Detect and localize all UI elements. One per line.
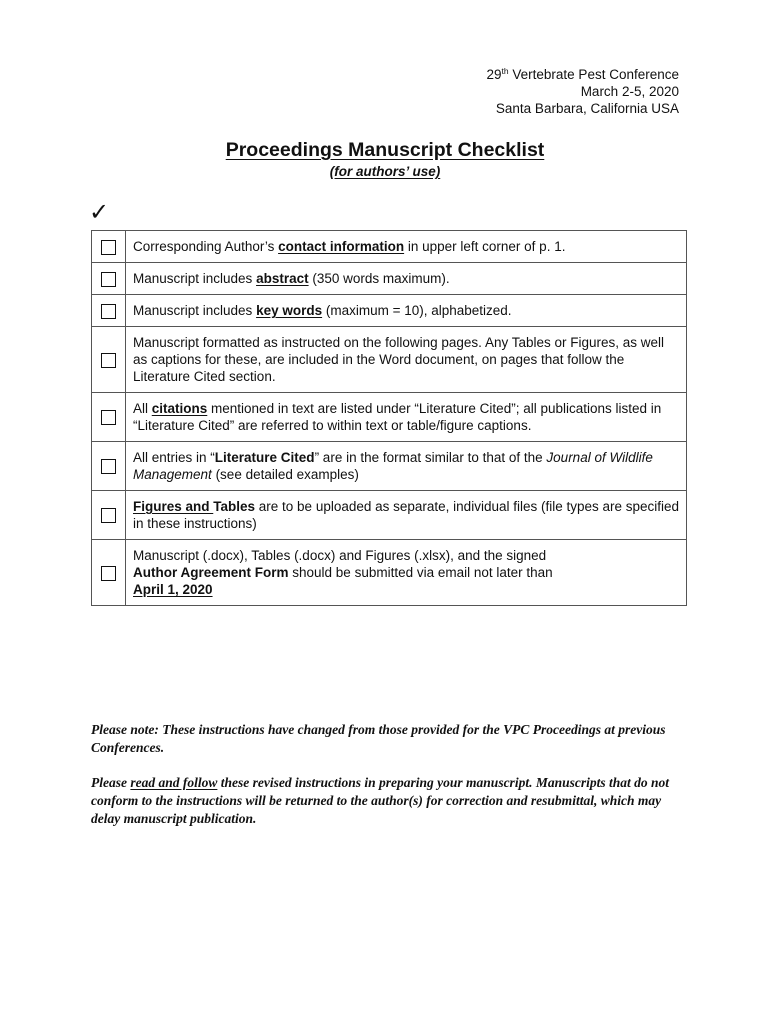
checkmark-icon: ✓ bbox=[89, 198, 110, 226]
checkbox-cell bbox=[92, 327, 126, 393]
checkbox[interactable] bbox=[101, 566, 116, 581]
checkbox-cell bbox=[92, 540, 126, 606]
conference-location: Santa Barbara, California USA bbox=[495, 101, 679, 116]
checklist-table bbox=[91, 230, 687, 606]
page-title: Proceedings Manuscript Checklist bbox=[225, 139, 545, 161]
item-text: ” are in the format similar to that of the bbox=[314, 450, 547, 465]
conference-header bbox=[487, 66, 679, 117]
checklist-row bbox=[92, 263, 687, 295]
page-subtitle: (for authors’ use) bbox=[329, 164, 441, 179]
checklist-row bbox=[92, 540, 687, 606]
conference-dates: March 2-5, 2020 bbox=[580, 84, 679, 99]
checkbox-cell bbox=[92, 231, 126, 263]
checklist-item-text bbox=[126, 295, 687, 327]
item-text: All entries in “ bbox=[133, 450, 215, 465]
item-emphasis: Tables bbox=[213, 499, 256, 514]
item-emphasis: abstract bbox=[256, 271, 309, 286]
checklist-item-text bbox=[126, 540, 687, 606]
item-text: (see detailed examples) bbox=[211, 467, 359, 482]
item-emphasis: Literature Cited bbox=[214, 450, 315, 465]
conference-number-suffix: th bbox=[501, 66, 509, 76]
item-emphasis: citations bbox=[151, 401, 208, 416]
checkbox[interactable] bbox=[101, 272, 116, 287]
checkbox[interactable] bbox=[101, 240, 116, 255]
conference-number: 29 bbox=[486, 67, 502, 82]
journal-name: Journal of Wildlife Management bbox=[133, 450, 653, 482]
item-text: in upper left corner of p. 1. bbox=[404, 239, 566, 254]
checklist-item-text bbox=[126, 263, 687, 295]
checkbox-cell bbox=[92, 295, 126, 327]
item-text: (350 words maximum). bbox=[308, 271, 450, 286]
item-text: Manuscript includes bbox=[133, 271, 257, 286]
checklist-row bbox=[92, 491, 687, 540]
item-text: are to be uploaded as separate, individual files (file types are specified in these instructions) bbox=[133, 499, 680, 531]
item-text: Corresponding Author’s bbox=[133, 239, 279, 254]
deadline-date: April 1, 2020 bbox=[133, 582, 213, 597]
note-emphasis: read and follow bbox=[130, 775, 218, 790]
checklist-row bbox=[92, 442, 687, 491]
note-text: these revised instructions in preparing your manuscript. Manuscripts that do not conform to the instructions will be returned to the author(s) for correction and resubmittal, which may delay manuscript publication. bbox=[91, 775, 669, 826]
item-text: Manuscript (.docx), Tables (.docx) and Figures (.xlsx), and the signed bbox=[133, 548, 547, 563]
checklist-row bbox=[92, 327, 687, 393]
item-emphasis: Author Agreement Form bbox=[133, 565, 289, 580]
instructions-note: Please note: These instructions have changed from those provided for the VPC Proceedings at previous Conferences. bbox=[91, 722, 666, 755]
checkbox[interactable] bbox=[101, 410, 116, 425]
checkbox[interactable] bbox=[101, 459, 116, 474]
note-text: Please bbox=[91, 775, 131, 790]
item-text: All bbox=[133, 401, 152, 416]
checkbox[interactable] bbox=[101, 304, 116, 319]
conference-name: Vertebrate Pest Conference bbox=[508, 67, 679, 82]
manuscript-warning-note bbox=[91, 774, 691, 828]
item-text: Manuscript formatted as instructed on the following pages. Any Tables or Figures, as well as captions for these, are included in the Word document, on pages that follow the Literature Cited section. bbox=[133, 335, 665, 384]
checklist-item-text bbox=[126, 491, 687, 540]
checkbox-cell bbox=[92, 442, 126, 491]
checklist-row bbox=[92, 295, 687, 327]
item-text: (maximum = 10), alphabetized. bbox=[322, 303, 512, 318]
checklist-item-text bbox=[126, 442, 687, 491]
conference-title bbox=[487, 66, 679, 83]
item-text: should be submitted via email not later than bbox=[288, 565, 553, 580]
checkbox-cell bbox=[92, 263, 126, 295]
checklist-row bbox=[92, 393, 687, 442]
checkbox-cell bbox=[92, 491, 126, 540]
item-emphasis: contact information bbox=[278, 239, 405, 254]
checklist-item-text bbox=[126, 231, 687, 263]
checklist-item-text bbox=[126, 393, 687, 442]
item-text: mentioned in text are listed under “Literature Cited”; all publications listed in “Literature Cited” are referred to within text or table/figure captions. bbox=[133, 401, 662, 433]
checkbox[interactable] bbox=[101, 353, 116, 368]
item-emphasis: Figures and bbox=[133, 499, 214, 514]
checkbox[interactable] bbox=[101, 508, 116, 523]
item-emphasis: key words bbox=[256, 303, 323, 318]
checklist-item-text bbox=[126, 327, 687, 393]
checklist-row bbox=[92, 231, 687, 263]
item-text: Manuscript includes bbox=[133, 303, 257, 318]
checkbox-cell bbox=[92, 393, 126, 442]
